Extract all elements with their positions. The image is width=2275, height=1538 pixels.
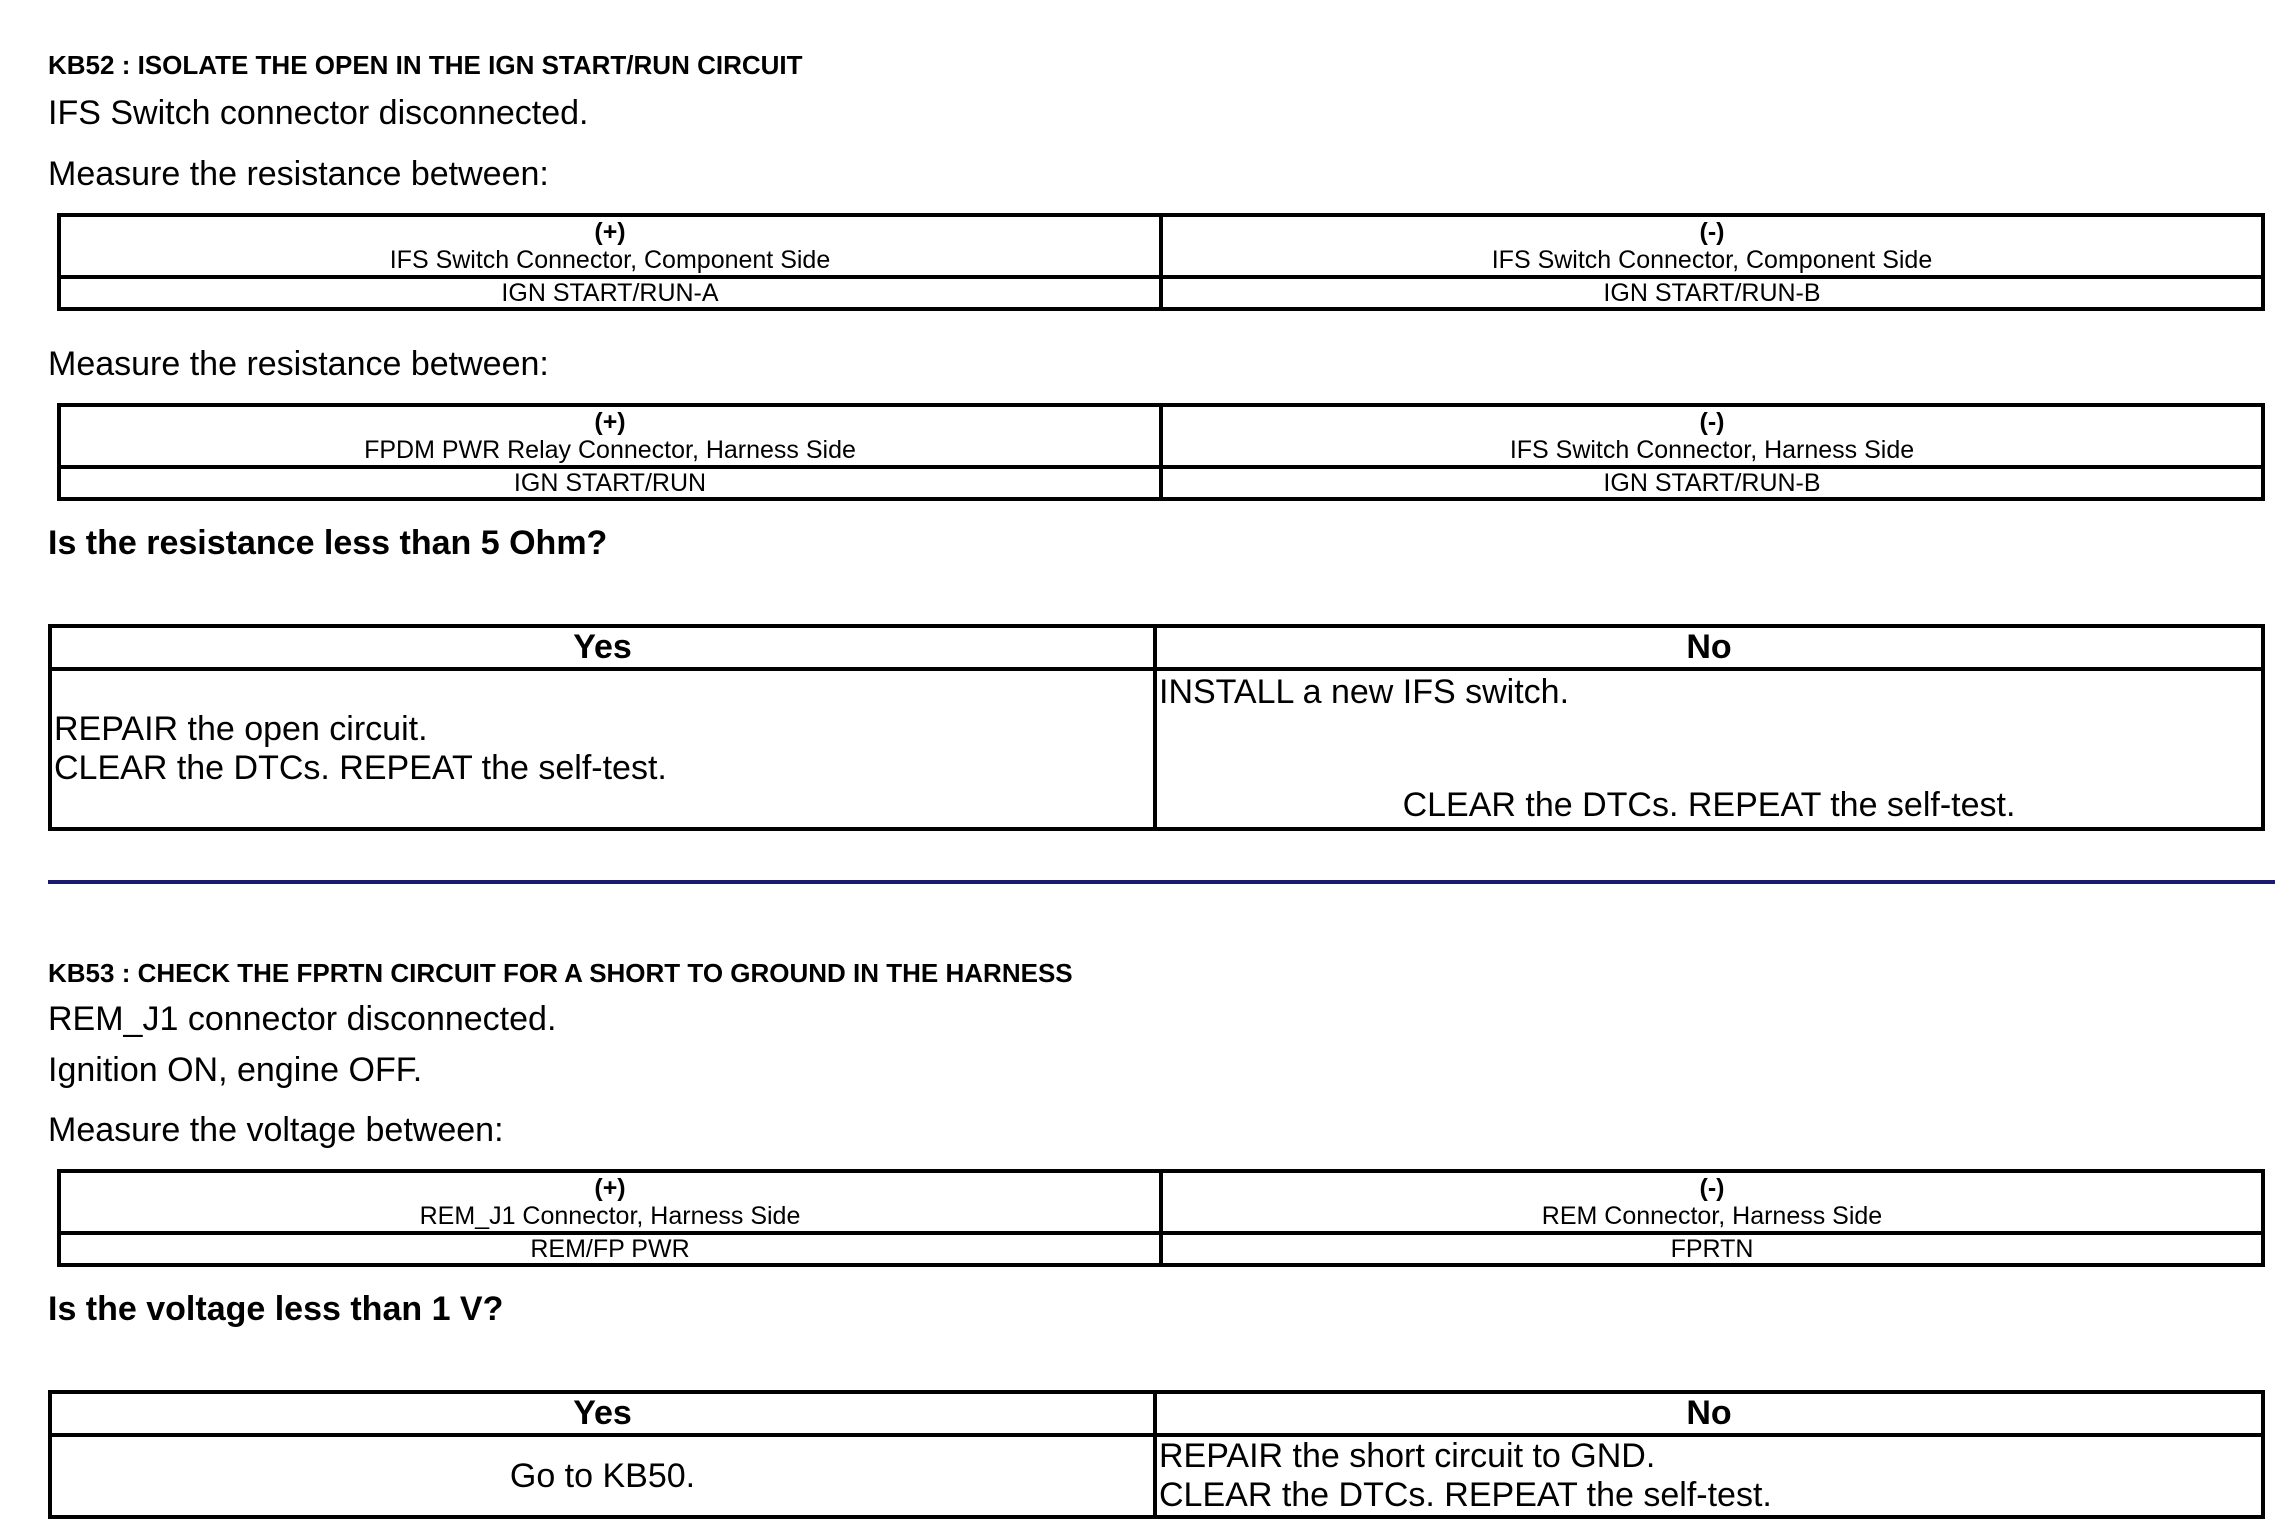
no-action-line: INSTALL a new IFS switch. bbox=[1159, 673, 1570, 711]
negative-pin: IGN START/RUN-B bbox=[1161, 277, 2263, 309]
kb53-result-table bbox=[48, 1390, 2265, 1519]
kb52-result-table bbox=[48, 624, 2265, 831]
positive-pin: IGN START/RUN bbox=[59, 467, 1161, 499]
no-action-line: CLEAR the DTCs. REPEAT the self-test. bbox=[1159, 1476, 1772, 1514]
no-action-cell bbox=[1155, 1435, 2263, 1517]
kb53-condition: Ignition ON, engine OFF. bbox=[48, 1051, 423, 1089]
negative-probe-cell bbox=[1161, 1171, 2263, 1233]
positive-sign: (+) bbox=[594, 218, 626, 246]
kb52-question: Is the resistance less than 5 Ohm? bbox=[48, 524, 608, 562]
no-action-cell bbox=[1155, 669, 2263, 829]
negative-sign: (-) bbox=[1699, 408, 1725, 436]
yes-header: Yes bbox=[50, 1392, 1155, 1435]
kb53-question: Is the voltage less than 1 V? bbox=[48, 1290, 504, 1328]
kb53-measure-table bbox=[57, 1169, 2265, 1267]
section-divider bbox=[48, 880, 2275, 884]
negative-pin: IGN START/RUN-B bbox=[1161, 467, 2263, 499]
yes-action-cell: Go to KB50. bbox=[50, 1435, 1155, 1517]
positive-connector: IFS Switch Connector, Component Side bbox=[389, 246, 831, 274]
negative-probe-cell bbox=[1161, 215, 2263, 277]
kb52-measure1-label: Measure the resistance between: bbox=[48, 155, 549, 193]
negative-pin: FPRTN bbox=[1161, 1233, 2263, 1265]
kb52-measure2-label: Measure the resistance between: bbox=[48, 345, 549, 383]
yes-header: Yes bbox=[50, 626, 1155, 669]
yes-action-cell bbox=[50, 669, 1155, 829]
yes-action-line: REPAIR the open circuit. bbox=[54, 710, 428, 748]
kb52-measure1-table bbox=[57, 213, 2265, 311]
positive-connector: FPDM PWR Relay Connector, Harness Side bbox=[364, 436, 856, 464]
negative-connector: IFS Switch Connector, Component Side bbox=[1491, 246, 1933, 274]
positive-pin: IGN START/RUN-A bbox=[59, 277, 1161, 309]
positive-probe-cell bbox=[59, 1171, 1161, 1233]
kb53-heading: KB53 : CHECK THE FPRTN CIRCUIT FOR A SHORT TO GROUND IN THE HARNESS bbox=[48, 958, 1073, 988]
kb53-condition: REM_J1 connector disconnected. bbox=[48, 1000, 557, 1038]
no-action-line: REPAIR the short circuit to GND. bbox=[1159, 1437, 1656, 1475]
negative-sign: (-) bbox=[1699, 218, 1725, 246]
kb52-heading: KB52 : ISOLATE THE OPEN IN THE IGN START/RUN CIRCUIT bbox=[48, 50, 803, 80]
positive-probe-cell bbox=[59, 405, 1161, 467]
kb53-measure-label: Measure the voltage between: bbox=[48, 1111, 504, 1149]
negative-connector: REM Connector, Harness Side bbox=[1541, 1202, 1883, 1230]
positive-sign: (+) bbox=[594, 408, 626, 436]
negative-connector: IFS Switch Connector, Harness Side bbox=[1509, 436, 1915, 464]
kb52-measure2-table bbox=[57, 403, 2265, 501]
positive-connector: REM_J1 Connector, Harness Side bbox=[419, 1202, 801, 1230]
positive-pin: REM/FP PWR bbox=[59, 1233, 1161, 1265]
negative-probe-cell bbox=[1161, 405, 2263, 467]
no-header: No bbox=[1155, 626, 2263, 669]
positive-probe-cell bbox=[59, 215, 1161, 277]
positive-sign: (+) bbox=[594, 1174, 626, 1202]
no-header: No bbox=[1155, 1392, 2263, 1435]
yes-action-line: CLEAR the DTCs. REPEAT the self-test. bbox=[54, 749, 667, 787]
negative-sign: (-) bbox=[1699, 1174, 1725, 1202]
no-action-line: CLEAR the DTCs. REPEAT the self-test. bbox=[1402, 786, 2016, 824]
kb52-condition: IFS Switch connector disconnected. bbox=[48, 94, 589, 132]
